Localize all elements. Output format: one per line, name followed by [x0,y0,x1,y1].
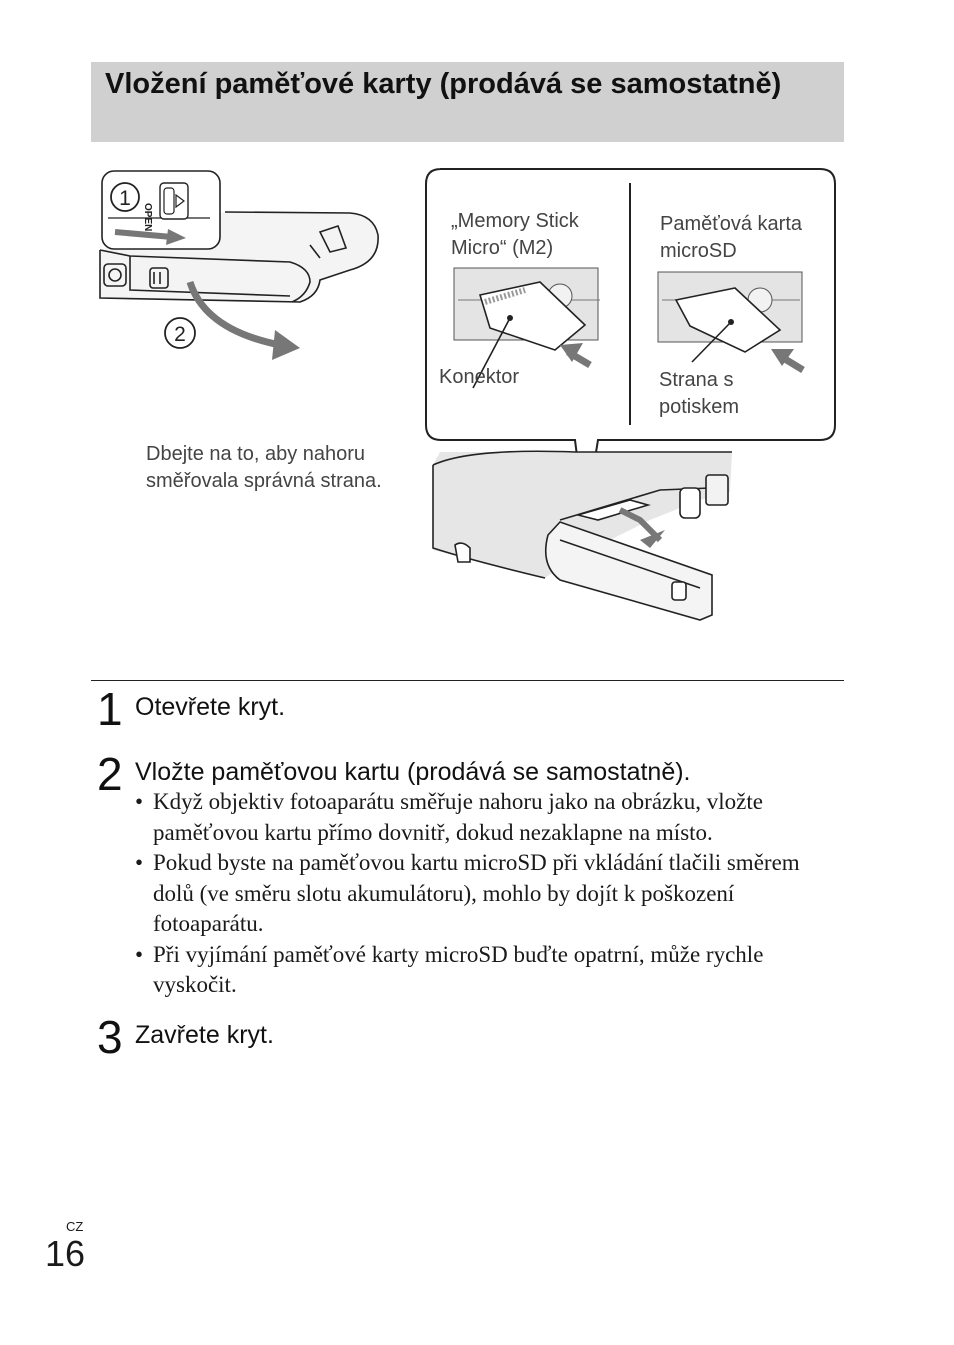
step-3-number: 3 [97,1011,123,1063]
section-divider [91,680,844,681]
camera-open-cover-illustration [433,451,732,620]
bullet-icon: • [135,850,144,875]
memory-stick-micro-label: „Memory Stick Micro“ (M2) [451,210,579,259]
connector-label: Konektor [439,366,520,388]
page-number: 16 [45,1233,86,1274]
memory-card-illustration [0,0,954,660]
orientation-note: Dbejte na to, aby nahoru směřovala správná strana. [146,443,382,492]
step-1-number: 1 [97,683,123,735]
language-code: CZ [66,1219,84,1234]
open-switch-inset [102,171,220,249]
step-2-text: Vložte paměťovou kartu (prodává se samostatně). [135,758,691,786]
note-text: Při vyjímání paměťové karty microSD buďte opatrní, může rychle vyskočit. [153,941,764,997]
step-3-text: Zavřete kryt. [135,1021,274,1049]
note-text: Když objektiv fotoaparátu směřuje nahoru jako na obrázku, vložte paměťovou kartu přímo dovnitř, dokud nezaklapne na místo. [153,789,763,845]
step-1-text: Otevřete kryt. [135,693,286,721]
open-switch-text: OPEN [142,203,153,232]
step-2-number: 2 [97,748,123,800]
bullet-icon: • [135,941,144,967]
note-item [133,848,843,940]
step-marker-2: 2 [174,323,186,346]
section-title: Vložení paměťové karty (prodává se samostatně) [105,68,782,100]
note-item [133,940,843,1001]
note-item [133,787,843,848]
microsd-card-label: Paměťová karta microSD [660,213,803,262]
step-2-notes [133,787,843,1001]
printed-side-label: Strana s potiskem [659,369,740,418]
bullet-icon: • [135,789,144,814]
step-marker-1: 1 [119,187,131,210]
note-text: Pokud byste na paměťovou kartu microSD při vkládání tlačili směrem dolů (ve směru slotu akumulátoru), mohlo by dojít k poškození fotoaparátu. [153,850,800,936]
